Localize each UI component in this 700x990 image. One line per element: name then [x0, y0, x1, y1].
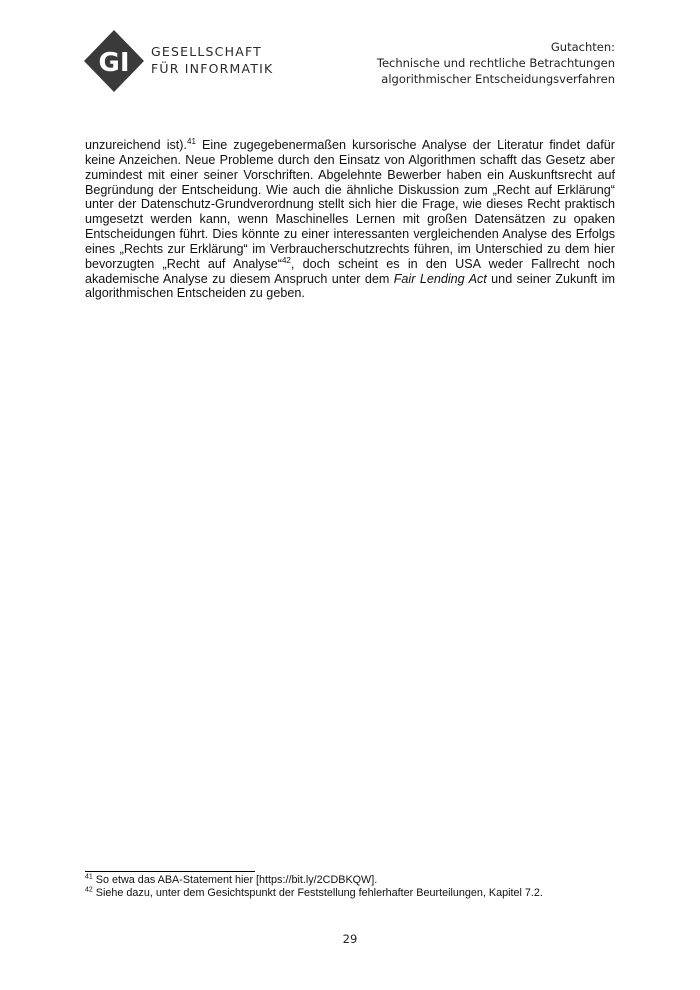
footnote-text: So etwa das ABA-Statement hier [https://bit.ly/2CDBKQW]. [92, 874, 378, 886]
body-seg-2: Eine zugegebenermaßen kursorische Analyse der Literatur findet dafür keine Anzeichen. Neue Probleme durch den Einsatz von Algorithmen schafft das Gesetz aber zumindest mit einer seiner Vorschriften. Abgelehnte Bewerber haben ein Auskunftsrecht auf Begründung der Entscheidung. Wie auch die ähnliche Diskussion zum „Recht auf Erklärung“ unter der Datenschutz-Grundverordnung stellt sich hier die Frage, wie dieses Recht praktisch umgesetzt werden kann, wenn Maschinelles Lernen mit großen Datensätzen zu opaken Entscheidungen führt. Dies könnte zu einer interessanten vergleichenden Analyse des Erfolgs eines „Rechts zur Erklärung“ im Verbraucherschutzrechts führen, im Unterschied zu dem hier bevorzugten „Recht auf Analyse“ [85, 138, 615, 271]
page-number: 29 [342, 932, 358, 946]
org-line-1: GESELLSCHAFT [151, 44, 262, 59]
act-name: Fair Lending Act [393, 271, 487, 286]
body-paragraph [85, 138, 615, 301]
footnote-number: 41 [85, 873, 93, 881]
document-title [377, 39, 615, 87]
title-line-2: Technische und rechtliche Betrachtungen [376, 56, 615, 70]
footnote-text: Siehe dazu, unter dem Gesichtspunkt der Feststellung fehlerhafter Beurteilungen, Kapitel 7.2. [92, 887, 543, 899]
footnote-divider [85, 871, 255, 872]
footnote-number: 42 [85, 886, 93, 894]
logo-letters: GI [98, 48, 130, 78]
body-seg-3: , doch scheint es in den USA weder Fallrecht noch akademische Analyse zu diesem Anspruch unter dem [85, 256, 615, 286]
gi-logo-icon [84, 30, 144, 92]
footnote-42 [85, 887, 625, 900]
org-line-2: FÜR INFORMATIK [151, 61, 274, 76]
footnotes [85, 874, 625, 900]
footnote-ref-42[interactable]: 42 [281, 255, 291, 265]
organization-name [151, 43, 273, 77]
title-line-1: Gutachten: [550, 40, 615, 54]
body-seg-4: und seiner Zukunft im algorithmischen Entscheiden zu geben. [85, 271, 615, 301]
footnote-41 [85, 874, 625, 887]
body-seg-1: unzureichend ist). [85, 138, 187, 152]
title-line-3: algorithmischer Entscheidungsverfahren [381, 72, 615, 86]
footnote-ref-41[interactable]: 41 [187, 136, 196, 146]
